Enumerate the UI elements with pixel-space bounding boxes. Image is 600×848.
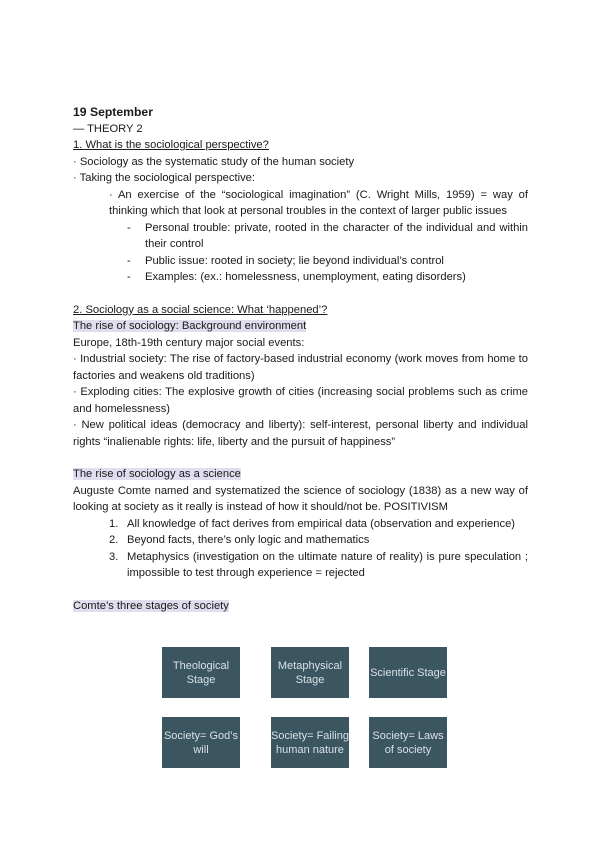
positivism-list: [73, 516, 528, 582]
numbered-item: 1. All knowledge of fact derives from empirical data (observation and experience): [109, 517, 516, 530]
perspective-bullets: [73, 220, 528, 286]
social-event-point: · Industrial society: The rise of factory-based industrial economy (work moves from home to factories and weakens old traditions): [73, 353, 528, 382]
section1-line: · Taking the sociological perspective:: [73, 172, 255, 184]
society-box-gods-will: Society= God’s will: [162, 717, 240, 768]
society-box-human-nature: Society= Failing human nature: [271, 717, 349, 768]
stage-box-metaphysical: Metaphysical Stage: [271, 647, 349, 698]
bullet-item: - Examples: (ex.: homelessness, unemployment, eating disorders): [127, 269, 528, 286]
section1-line: · Sociology as the systematic study of the human society: [73, 155, 355, 168]
comte-paragraph: Auguste Comte named and systematized the science of sociology (1838) as a new way of looking at society as it really is instead of how it should/not be. POSITIVISM: [73, 484, 528, 513]
section2-heading: 2. Sociology as a social science: What ‘happened’?: [73, 303, 328, 316]
three-stages-subheading: Comte’s three stages of society: [73, 599, 229, 612]
numbered-item: 2. Beyond facts, there’s only logic and mathematics: [109, 534, 370, 546]
stage-box-theological: Theological Stage: [162, 647, 240, 698]
science-subheading: The rise of sociology as a science: [73, 468, 241, 480]
theory-label: — THEORY 2: [73, 122, 143, 135]
sociological-imagination-text: · An exercise of the “sociological imagination” (C. Wright Mills, 1959) = way of thinking which that look at personal troubles in the context of larger public issues: [109, 188, 528, 217]
date-heading: 19 September: [73, 105, 153, 119]
section2-intro: Europe, 18th-19th century major social events:: [73, 336, 305, 349]
stage-box-scientific: Scientific Stage: [369, 647, 447, 698]
society-box-laws: Society= Laws of society: [369, 717, 447, 768]
social-event-point: · Exploding cities: The explosive growth of cities (increasing social problems such as crime and homelessness): [73, 386, 528, 415]
bullet-item: - Personal trouble: private, rooted in the character of the individual and within their control: [127, 220, 528, 253]
background-environment-subheading: The rise of sociology: Background environment: [73, 320, 307, 332]
numbered-item: 3. Metaphysics (investigation on the ultimate nature of reality) is pure speculation ; impossible to test through experience = rejected: [109, 550, 528, 579]
social-event-point: · New political ideas (democracy and liberty): self-interest, personal liberty and individual rights “inalienable rights: life, liberty and the pursuit of happiness”: [73, 419, 528, 448]
bullet-item: - Public issue: rooted in society; lie beyond individual’s control: [127, 253, 528, 270]
document-page: [73, 104, 528, 614]
section1-heading: 1. What is the sociological perspective?: [73, 139, 269, 151]
